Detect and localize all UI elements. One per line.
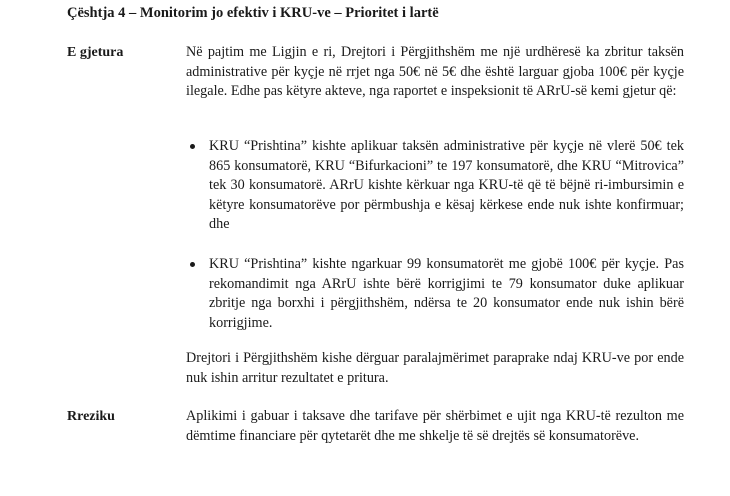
bullet-icon bbox=[190, 144, 195, 149]
findings-bullet-list bbox=[186, 137, 684, 333]
findings-intro-paragraph: Në pajtim me Ligjin e ri, Drejtori i Përgjithshëm me një urdhëresë ka zbritur taksën administrative për kyçje në rrjet nga 50€ në 5€ dhe është larguar gjoba 100€ për kyçje ilegale. Edhe pas këtyre akteve, nga raportet e inspeksionit të ARrU-së kemi gjetur që: bbox=[186, 44, 684, 100]
findings-closing-paragraph: Drejtori i Përgjithshëm kishe dërguar paralajmërimet paraprake ndaj KRU-ve por ende nuk ishin arritur rezultatet e pritura. bbox=[186, 350, 684, 386]
risk-paragraph: Aplikimi i gabuar i taksave dhe tarifave për shërbimet e ujit nga KRU-të rezulton me dëmtime financiare për qytetarët dhe me shkelje të së drejtës së konsumatorëve. bbox=[186, 408, 684, 444]
list-item-text: KRU “Prishtina” kishte aplikuar taksën administrative për kyçje në vlerë 50€ tek 865 konsumatorë, KRU “Bifurkacioni” te 197 konsumatorë, dhe KRU “Mitrovica” tek 30 konsumatorë. ARrU kishte kërkuar nga KRU-të që të bëjnë ri-imbursimin e këtyre konsumatorëve por përmbushja e kësaj kërkese ende nuk ishte konfirmuar; dhe bbox=[209, 138, 684, 233]
page-title: Çështja 4 – Monitorim jo efektiv i KRU-ve – Prioritet i lartë bbox=[67, 5, 439, 21]
risk-label: Rreziku bbox=[67, 409, 115, 424]
list-item bbox=[186, 137, 684, 235]
list-item-text: KRU “Prishtina” kishte ngarkuar 99 konsumatorët me gjobë 100€ për kyçje. Pas rekomandimit nga ARrU ishte bërë korrigjimi te 79 konsumator duke aplikuar zbritje nga borxhi i përgjithshëm, ndërsa te 20 konsumator ende nuk ishin bërë korrigjime. bbox=[209, 255, 684, 331]
bullet-icon bbox=[190, 262, 195, 267]
findings-label: E gjetura bbox=[67, 45, 124, 60]
list-item bbox=[186, 255, 684, 333]
